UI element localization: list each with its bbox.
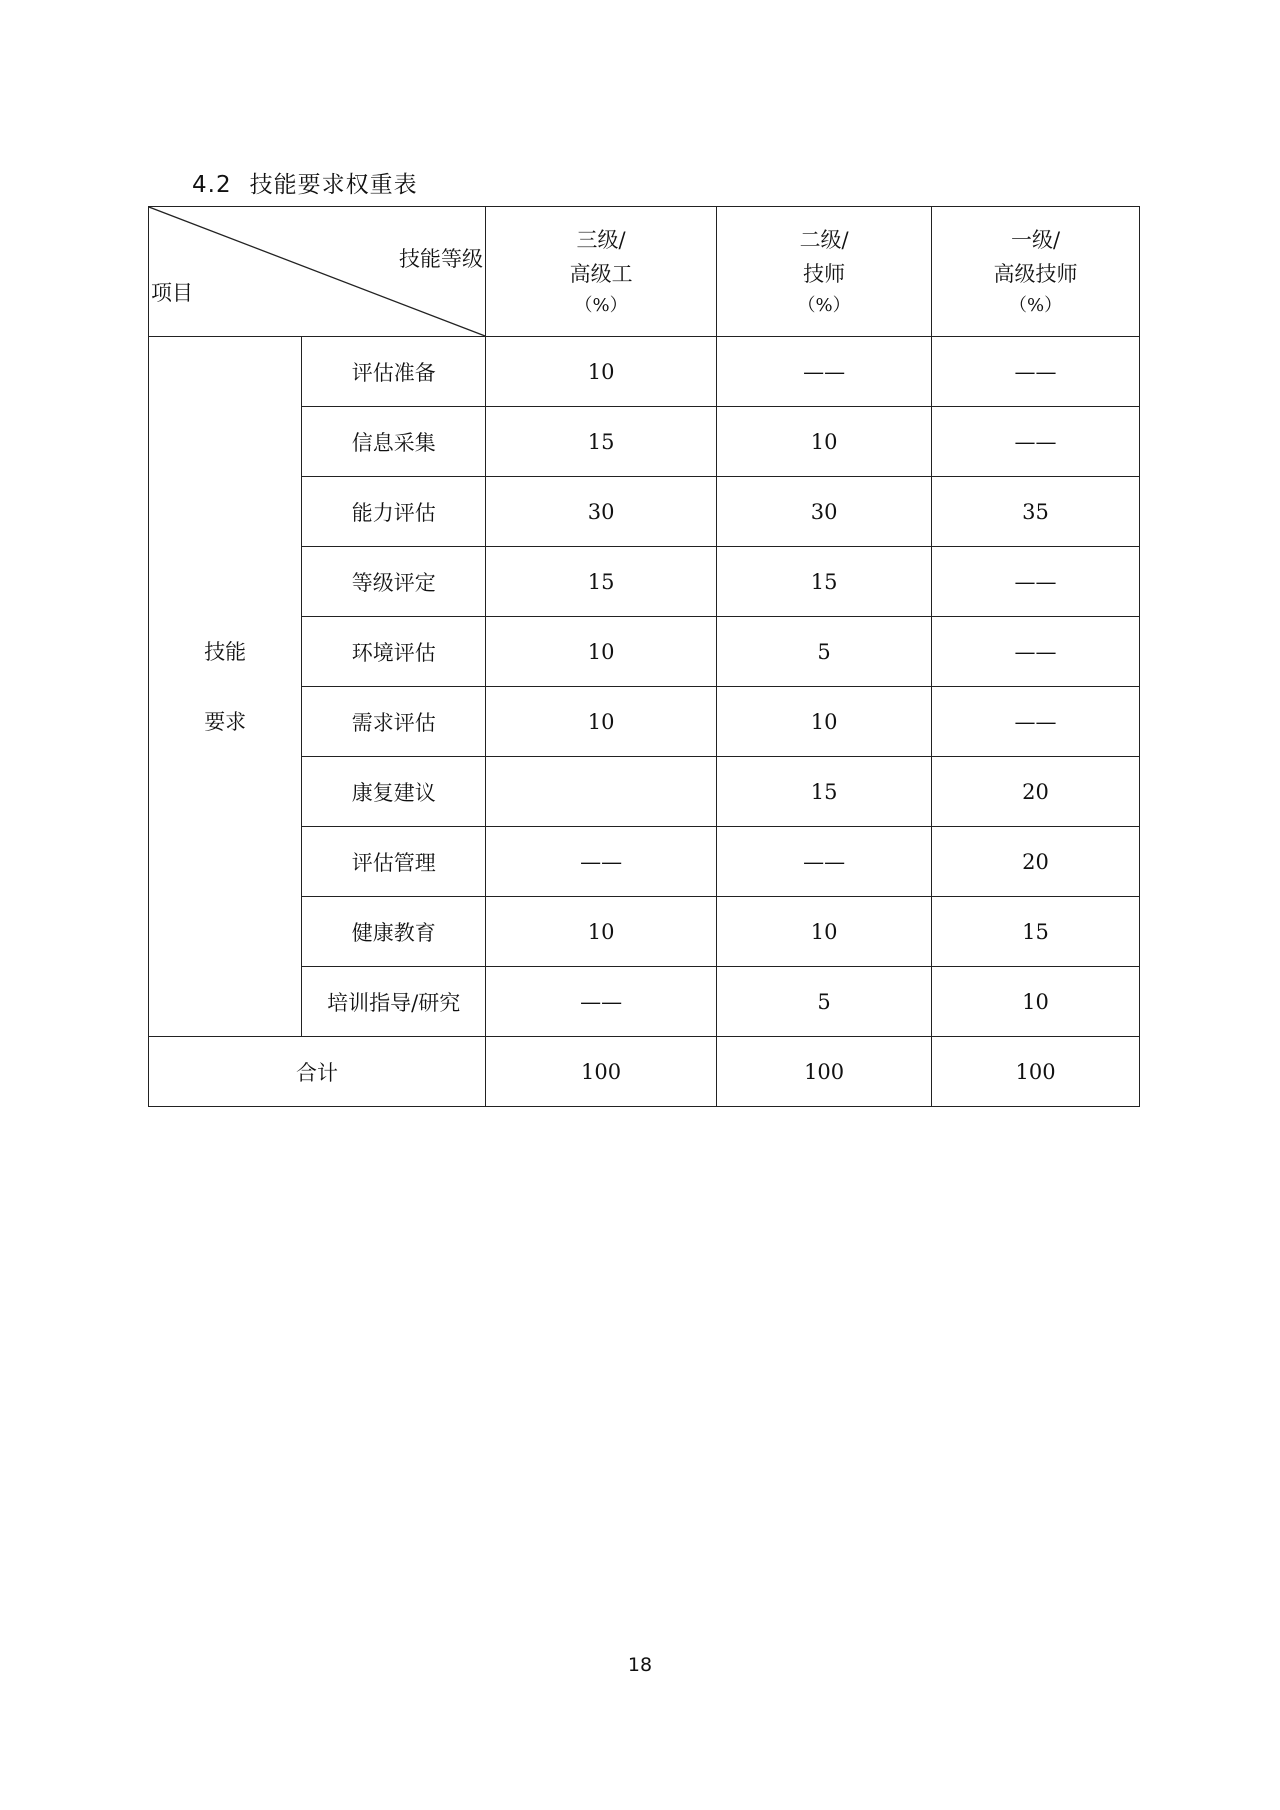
value-cell: 30 — [717, 477, 932, 547]
item-name: 评估准备 — [302, 337, 486, 407]
item-name: 需求评估 — [302, 687, 486, 757]
value-cell: —— — [932, 337, 1140, 407]
total-value: 100 — [932, 1037, 1140, 1107]
grade-level: 一级/ — [1011, 227, 1061, 252]
grade-unit: （%） — [574, 294, 628, 316]
grade-header-2 — [717, 207, 932, 337]
item-name: 信息采集 — [302, 407, 486, 477]
value-cell: 30 — [486, 477, 717, 547]
item-name: 等级评定 — [302, 547, 486, 617]
value-cell: 5 — [717, 617, 932, 687]
grade-title: 高级工 — [569, 261, 633, 286]
grade-level: 三级/ — [576, 227, 626, 252]
total-label: 合计 — [149, 1037, 486, 1107]
value-cell: —— — [932, 547, 1140, 617]
grade-unit: （%） — [797, 294, 851, 316]
skill-level-label: 技能等级 — [399, 247, 484, 271]
grade-header-1 — [932, 207, 1140, 337]
value-cell: —— — [717, 827, 932, 897]
item-name: 健康教育 — [302, 897, 486, 967]
grade-title: 高级技师 — [993, 261, 1078, 286]
value-cell: 15 — [486, 547, 717, 617]
value-cell: 10 — [717, 407, 932, 477]
value-cell: 10 — [486, 687, 717, 757]
value-cell: 10 — [486, 617, 717, 687]
category-text: 要求 — [204, 709, 247, 734]
value-cell: —— — [486, 827, 717, 897]
value-cell: 5 — [717, 967, 932, 1037]
section-heading — [192, 166, 418, 199]
item-name: 评估管理 — [302, 827, 486, 897]
table-header-row — [149, 207, 1140, 337]
total-row — [149, 1037, 1140, 1107]
value-cell: 20 — [932, 757, 1140, 827]
value-cell: —— — [932, 687, 1140, 757]
value-cell: —— — [717, 337, 932, 407]
category-cell — [149, 337, 302, 1037]
diagonal-header-cell — [149, 207, 486, 337]
value-cell: 20 — [932, 827, 1140, 897]
value-cell: —— — [932, 407, 1140, 477]
value-cell: 10 — [486, 897, 717, 967]
value-cell: —— — [486, 967, 717, 1037]
item-name: 康复建议 — [302, 757, 486, 827]
grade-header-3 — [486, 207, 717, 337]
value-cell: 35 — [932, 477, 1140, 547]
section-number: 4.2 — [192, 172, 232, 198]
value-cell: 10 — [486, 337, 717, 407]
table-row — [149, 337, 1140, 407]
value-cell: 15 — [717, 547, 932, 617]
item-name: 能力评估 — [302, 477, 486, 547]
total-value: 100 — [486, 1037, 717, 1107]
grade-unit: （%） — [1008, 294, 1063, 316]
item-label: 项目 — [151, 281, 193, 305]
value-cell: 10 — [717, 897, 932, 967]
value-cell: 15 — [717, 757, 932, 827]
item-name: 培训指导/研究 — [302, 967, 486, 1037]
value-cell: —— — [932, 617, 1140, 687]
value-cell: 10 — [717, 687, 932, 757]
skill-weight-table — [148, 206, 1140, 1107]
grade-level: 二级/ — [799, 227, 849, 252]
item-name: 环境评估 — [302, 617, 486, 687]
value-cell: 15 — [932, 897, 1140, 967]
section-title: 技能要求权重表 — [249, 172, 418, 198]
page-number: 18 — [627, 1654, 653, 1676]
category-text: 技能 — [204, 639, 247, 664]
total-value: 100 — [717, 1037, 932, 1107]
value-cell — [486, 757, 717, 827]
value-cell: 15 — [486, 407, 717, 477]
grade-title: 技师 — [803, 261, 846, 286]
value-cell: 10 — [932, 967, 1140, 1037]
